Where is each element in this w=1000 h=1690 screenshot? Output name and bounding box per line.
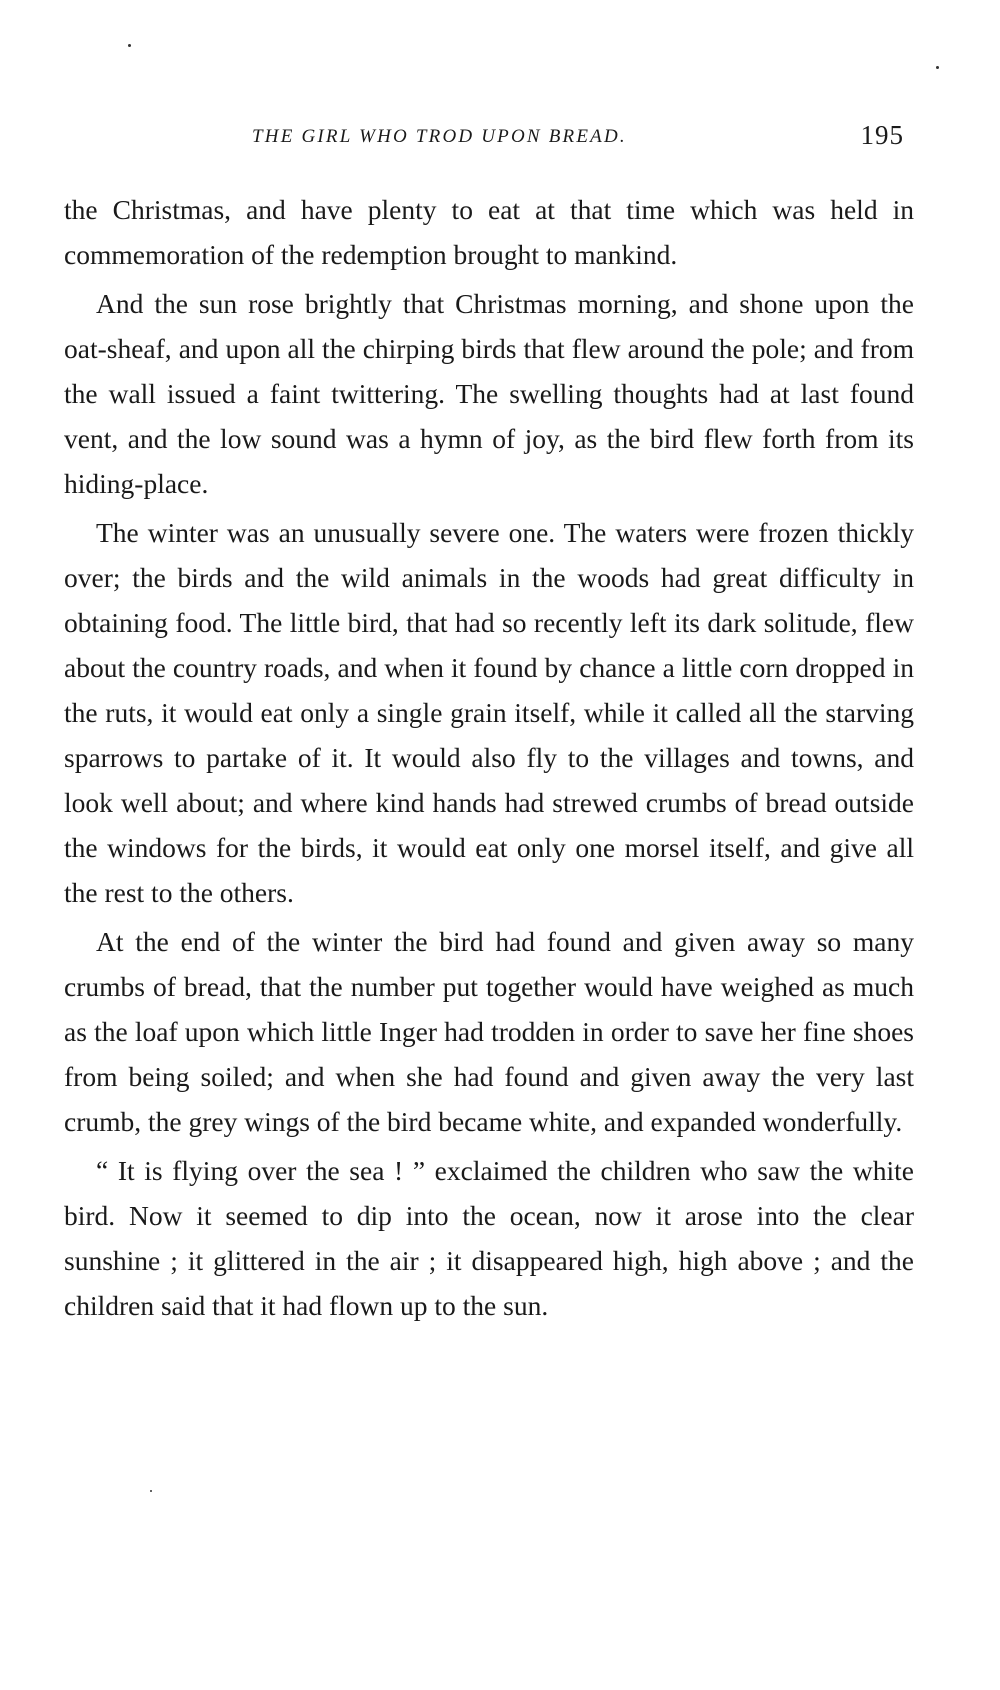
paragraph-continuation: the Christmas, and have plenty to eat at that time which was held in commemoration of the redemption brought to mankind. [64, 194, 914, 270]
paragraph-christmas-morning: And the sun rose brightly that Christmas morning, and shone upon the oat-sheaf, and upon all the chirping birds that flew around the pole; and from the wall issued a faint twittering. The swelling thoughts had at last found vent, and the low sound was a hymn of joy, as the bird flew forth from its hiding-place. [64, 288, 914, 499]
body-text [64, 187, 914, 1332]
paragraph-end-of-winter: At the end of the winter the bird had found and given away so many crumbs of bread, that the number put together would have weighed as much as the loaf upon which little Inger had trodden in order to save her fine shoes from being soiled; and when she had found and given away the very last crumb, the grey wings of the bird became white, and expanded wonderfully. [64, 926, 914, 1137]
page-number: 195 [860, 120, 904, 150]
page-header [64, 120, 914, 160]
paper-speck [128, 44, 131, 47]
paragraph-flown-to-sun: “ It is flying over the sea ! ” exclaimed the children who saw the white bird. Now it seemed to dip into the ocean, now it arose into the clear sunshine ; it glittered in the air ; it disappeared high, high above ; and the children said that it had flown up to the sun. [64, 1155, 914, 1321]
running-title: THE GIRL WHO TROD UPON BREAD. [252, 126, 627, 147]
paper-speck [936, 66, 939, 69]
paper-speck [150, 1490, 152, 1492]
paragraph-severe-winter: The winter was an unusually severe one. The waters were frozen thickly over; the birds and the wild animals in the woods had great difficulty in obtaining food. The little bird, that had so recently left its dark solitude, flew about the country roads, and when it found by chance a little corn dropped in the ruts, it would eat only a single grain itself, while it called all the starving sparrows to partake of it. It would also fly to the villages and towns, and look well about; and where kind hands had strewed crumbs of bread outside the windows for the birds, it would eat only one morsel itself, and give all the rest to the others. [64, 517, 914, 908]
